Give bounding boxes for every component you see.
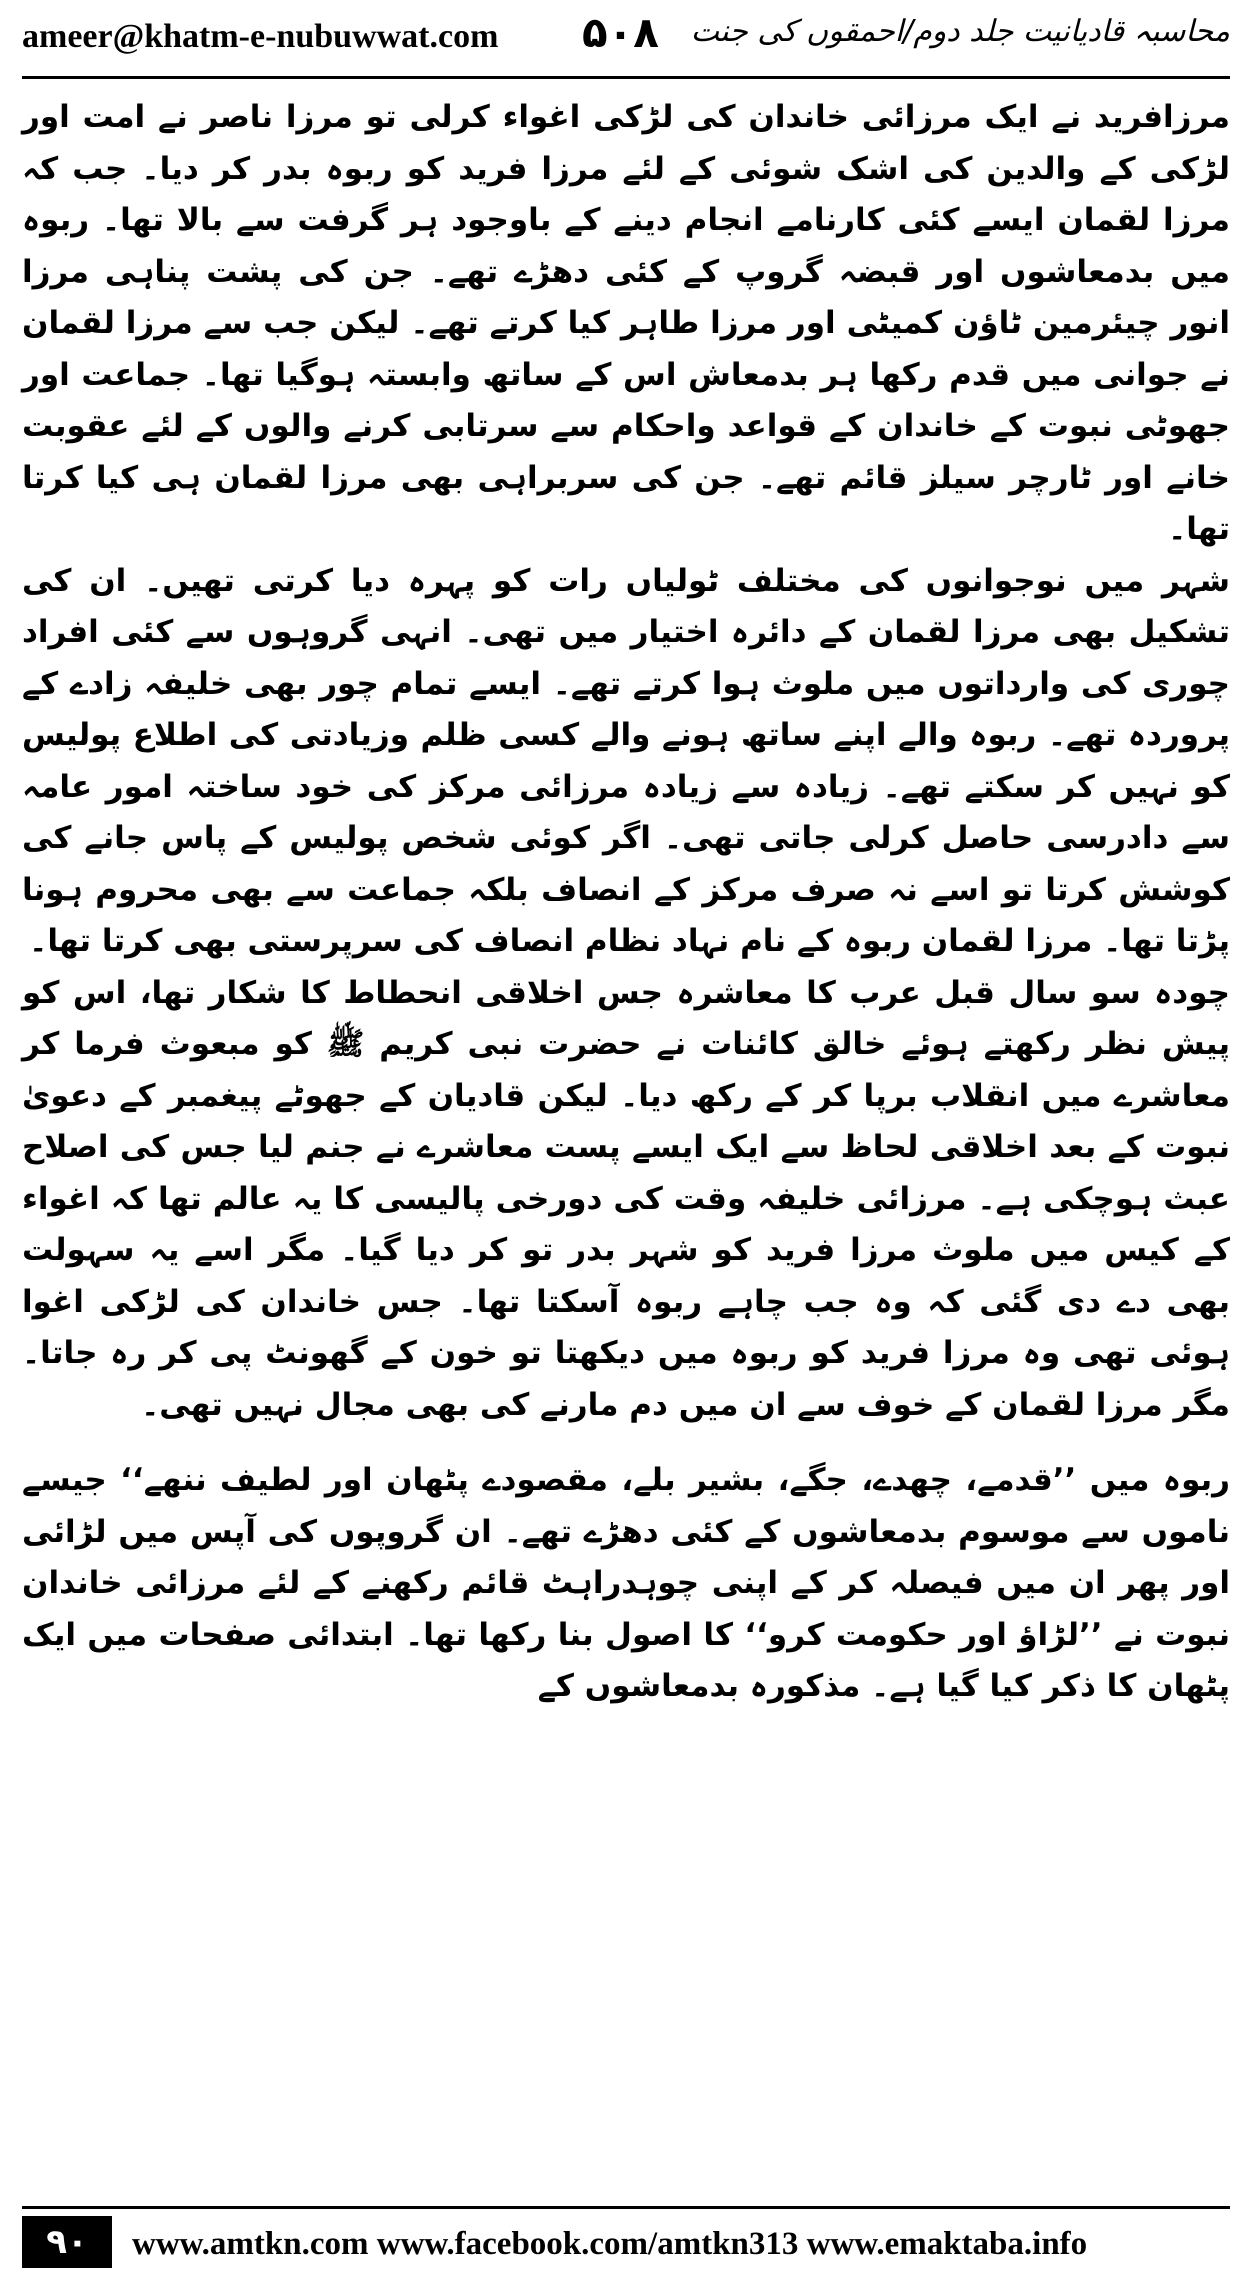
paragraph-2: شہر میں نوجوانوں کی مختلف ٹولیاں رات کو پہرہ دیا کرتی تھیں۔ ان کی تشکیل بھی مرزا لقمان کے دائرہ اختیار میں تھی۔ انہی گروہوں سے کئی افراد چوری کی وارداتوں میں ملوث ہوا کرتے تھے۔ ایسے تمام چور بھی خلیفہ زادے کے پروردہ تھے۔ ربوہ والے اپنے ساتھ ہونے والے کسی ظلم وزیادتی کی اطلاع پولیس کو نہیں کر سکتے تھے۔ زیادہ سے زیادہ مرزائی مرکز کی خود ساختہ امور عامہ سے دادرسی حاصل کرلی جاتی تھی۔ اگر کوئی شخص پولیس کے پاس جانے کی کوشش کرتا تو اسے نہ صرف مرکز کے انصاف بلکہ جماعت سے بھی محروم ہونا پڑتا تھا۔ مرزا لقمان ربوہ کے نام نہاد نظام انصاف کی سرپرستی بھی کرتا تھا۔ — [22, 562, 1230, 959]
header-divider — [22, 76, 1230, 79]
footer-divider — [22, 2206, 1230, 2209]
header-book-title: محاسبہ قادیانیت جلد دوم/احمقوں کی جنت — [690, 14, 1230, 49]
page-footer — [22, 2216, 1230, 2274]
paragraph-3: چودہ سو سال قبل عرب کا معاشرہ جس اخلاقی انحطاط کا شکار تھا، اس کو پیش نظر رکھتے ہوئے خالق کائنات نے حضرت نبی کریم ﷺ کو مبعوث فرما کر معاشرے میں انقلاب برپا کر کے رکھ دیا۔ لیکن قادیان کے جھوٹے پیغمبر کے دعویٰ نبوت کے بعد اخلاقی لحاظ سے ایک ایسے پست معاشرے نے جنم لیا جس کی اصلاح عبث ہوچکی ہے۔ مرزائی خلیفہ وقت کی دورخی پالیسی کا یہ عالم تھا کہ اغواء کے کیس میں ملوث مرزا فرید کو شہر بدر تو کر دیا گیا۔ مگر اسے یہ سہولت بھی دے دی گئی کہ وہ جب چاہے ربوہ آسکتا تھا۔ جس خاندان کی لڑکی اغوا ہوئی تھی وہ مرزا فرید کو ربوہ میں دیکھتا تو خون کے گھونٹ پی کر رہ جاتا۔ مگر مرزا لقمان کے خوف سے ان میں دم مارنے کی بھی مجال نہیں تھی۔ — [22, 974, 1230, 1423]
page-body — [22, 92, 1230, 1713]
footer-page-number: ۹۰ — [22, 2216, 112, 2268]
paragraph-1: مرزافرید نے ایک مرزائی خاندان کی لڑکی اغواء کرلی تو مرزا ناصر نے امت اور لڑکی کے والدین کی اشک شوئی کے لئے مرزا فرید کو ربوہ بدر کر دیا۔ جب کہ مرزا لقمان ایسے کئی کارنامے انجام دینے کے باوجود ہر گرفت سے بالا تھا۔ ربوہ میں بدمعاشوں اور قبضہ گروپ کے کئی دھڑے تھے۔ جن کی پشت پناہی مرزا انور چیئرمین ٹاؤن کمیٹی اور مرزا طاہر کیا کرتے تھے۔ لیکن جب سے مرزا لقمان نے جوانی میں قدم رکھا ہر بدمعاش اس کے ساتھ وابستہ ہوگیا تھا۔ جماعت اور جھوٹی نبوت کے خاندان کے قواعد واحکام سے سرتابی کرنے والوں کے لئے عقوبت خانے اور ٹارچر سیلز قائم تھے۔ جن کی سربراہی بھی مرزا لقمان ہی کیا کرتا تھا۔ — [22, 99, 1230, 547]
header-page-number: ۵۰۸ — [582, 8, 659, 57]
page-header — [22, 8, 1230, 70]
paragraph-4: ربوہ میں ’’قدمے، چھدے، جگے، بشیر بلے، مقصودے پٹھان اور لطیف ننھے‘‘ جیسے ناموں سے موسوم بدمعاشوں کے کئی دھڑے تھے۔ ان گروپوں کی آپس میں لڑائی اور پھر ان میں فیصلہ کر کے اپنی چوہدراہٹ قائم رکھنے کے لئے مرزائی خاندان نبوت نے ’’لڑاؤ اور حکومت کرو‘‘ کا اصول بنا رکھا تھا۔ ابتدائی صفحات میں ایک پٹھان کا ذکر کیا گیا ہے۔ مذکورہ بدمعاشوں کے — [22, 1462, 1230, 1704]
header-email: ameer@khatm-e-nubuwwat.com — [22, 18, 499, 55]
footer-website-links[interactable]: www.amtkn.com www.facebook.com/amtkn313 www.emaktaba.info — [132, 2226, 1088, 2262]
